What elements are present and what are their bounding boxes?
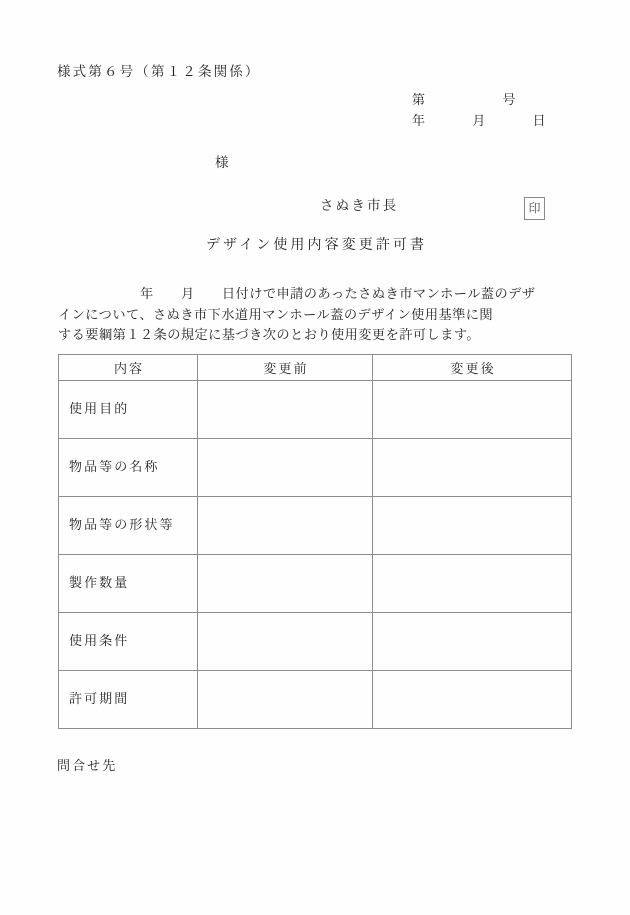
document-number-line: 第 号 [412,93,518,108]
change-table [58,354,572,729]
form-number: 様式第６号（第１２条関係） [57,64,261,80]
document-date-line: 年 月 日 [412,114,548,129]
table-row [59,381,572,439]
row-before-quantity[interactable] [198,555,373,613]
body-line-3: する要綱第１２条の規定に基づき次のとおり使用変更を許可します。 [58,328,481,343]
body-paragraph [58,285,574,347]
table-header-after: 変更後 [373,355,572,381]
row-before-item-name[interactable] [198,439,373,497]
row-label-conditions: 使用条件 [59,613,198,671]
table-header-before: 変更前 [198,355,373,381]
addressee-suffix: 様 [215,155,231,171]
table-row [59,613,572,671]
table-header-row [59,355,572,381]
contact-label: 問合せ先 [57,759,118,774]
row-label-quantity: 製作数量 [59,555,198,613]
row-after-purpose[interactable] [373,381,572,439]
row-before-conditions[interactable] [198,613,373,671]
row-after-item-name[interactable] [373,439,572,497]
change-table-wrapper [58,354,571,729]
table-header-content: 内容 [59,355,198,381]
seal-stamp-icon: 印 [524,197,545,220]
document-meta-block [412,90,548,132]
row-label-period: 許可期間 [59,671,198,729]
row-after-conditions[interactable] [373,613,572,671]
row-before-period[interactable] [198,671,373,729]
row-label-item-name: 物品等の名称 [59,439,198,497]
row-label-item-shape: 物品等の形状等 [59,497,198,555]
row-label-purpose: 使用目的 [59,381,198,439]
table-row [59,671,572,729]
table-row [59,439,572,497]
row-before-purpose[interactable] [198,381,373,439]
body-line-1: 年 月 日付けで申請のあったさぬき市マンホール蓋のデザ [140,287,536,302]
table-row [59,555,572,613]
row-after-quantity[interactable] [373,555,572,613]
issuer-name: さぬき市長 [320,198,399,214]
table-row [59,497,572,555]
page-title: デザイン使用内容変更許可書 [206,237,428,253]
row-after-period[interactable] [373,671,572,729]
row-before-item-shape[interactable] [198,497,373,555]
row-after-item-shape[interactable] [373,497,572,555]
body-line-2: インについて、さぬき市下水道用マンホール蓋のデザイン使用基準に関 [58,307,494,323]
